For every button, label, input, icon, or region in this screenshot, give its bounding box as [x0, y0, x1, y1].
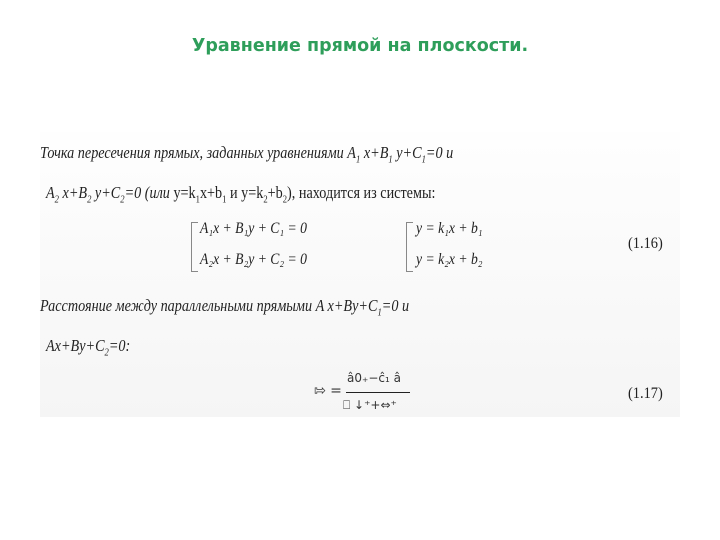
system-left-row-2: A₂x + B₂y + C₂ = 0 — [200, 251, 307, 268]
intersection-text-line-2: $A_2$ $x+B_2$ $y+C_2=0$ (или $y=k_1x+b_1$ и $y=k_2+b_2$), находится из системы: — [46, 183, 436, 206]
slide-title: Уравнение прямой на плоскости. — [191, 36, 529, 56]
equation-number-1-16: (1.16) — [628, 235, 663, 252]
system-right-row-1: y = k₁x + b₁ — [416, 220, 483, 237]
distance-text-line-1: Расстояние между параллельными прямыми A $x+By+C_1=0$ и — [40, 296, 410, 319]
distance-formula-denominator: ⎕ ↓⁺+⇔⁺ — [343, 398, 397, 412]
system-right-row-2: y = k₂x + b₂ — [416, 251, 483, 268]
distance-text-line-2: $Ax+By+C_2=0$: — [46, 336, 131, 359]
distance-formula-numerator: â0₊−ĉ₁ â — [347, 371, 401, 385]
equation-number-1-17: (1.17) — [628, 385, 663, 402]
intersection-text-line-1: Точка пересечения прямых, заданных уравнениями $A_1$ $x+B_1$ $y+C_1=0$ и — [40, 143, 454, 166]
system-left-brace — [191, 222, 198, 272]
system-left-row-1: A₁x + B₁y + C₁ = 0 — [200, 220, 307, 237]
distance-formula-lhs: ⇰ = — [314, 383, 342, 399]
system-right-brace — [406, 222, 413, 272]
distance-formula-fraction-bar — [346, 392, 410, 393]
